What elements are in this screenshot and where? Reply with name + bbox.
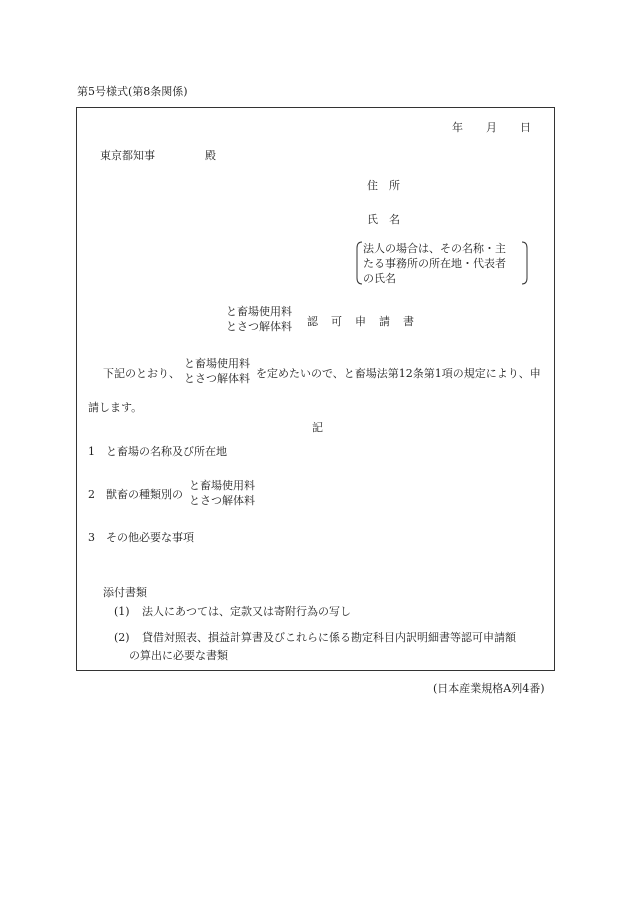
corporate-note <box>363 241 506 286</box>
addressee-name: 東京都知事 <box>100 149 155 162</box>
corporate-note-line: たる事務所の所在地・代表者 <box>363 257 506 270</box>
item-text: その他必要な事項 <box>106 531 194 544</box>
title-char: 可 <box>331 315 342 328</box>
item-number: 2 <box>88 488 95 501</box>
item-fee-line: とさつ解体料 <box>189 494 255 507</box>
body-fee-line: とさつ解体料 <box>184 372 250 385</box>
attachment-number: (2) <box>114 631 130 644</box>
item-text: 獣畜の種類別の <box>106 488 183 501</box>
title-fee-line: とさつ解体料 <box>226 320 292 333</box>
item-fee-line: と畜場使用料 <box>189 479 255 492</box>
attachment-number: (1) <box>114 605 130 618</box>
item-fee-lines <box>189 478 255 508</box>
corporate-note-line: の氏名 <box>363 272 396 285</box>
title-char: 認 <box>307 315 318 328</box>
attachment-text: 貸借対照表、損益計算書及びこれらに係る勘定科目内訳明細書等認可申請額 <box>142 631 516 644</box>
name-label: 氏 名 <box>367 213 400 226</box>
body-fee-lines <box>184 356 250 386</box>
form-frame <box>76 107 555 671</box>
item-number: 1 <box>88 445 95 458</box>
attachment-continuation: の算出に必要な書類 <box>129 649 228 662</box>
address-label: 住 所 <box>367 179 400 192</box>
footer-paper-size: (日本産業規格A列4番) <box>433 682 545 695</box>
date-day: 日 <box>520 121 531 134</box>
body-suffix: を定めたいので、と畜場法第12条第1項の規定により、申 <box>256 367 541 380</box>
date-month: 月 <box>486 121 497 134</box>
attachments-heading: 添付書類 <box>103 586 147 599</box>
body-prefix: 下記のとおり、 <box>103 367 180 380</box>
title-char: 請 <box>379 315 390 328</box>
title-fee-line: と畜場使用料 <box>226 305 292 318</box>
title-char: 書 <box>403 315 414 328</box>
body-continuation: 請します。 <box>88 401 143 414</box>
title-fee-lines <box>226 304 292 334</box>
item-number: 3 <box>88 531 95 544</box>
form-number: 第5号様式(第8条関係) <box>77 85 188 98</box>
ki-heading: 記 <box>312 421 323 434</box>
corporate-note-bracket <box>356 240 528 286</box>
addressee-honorific: 殿 <box>205 149 216 162</box>
attachment-text: 法人にあつては、定款又は寄附行為の写し <box>142 605 351 618</box>
body-fee-line: と畜場使用料 <box>184 357 250 370</box>
corporate-note-line: 法人の場合は、その名称・主 <box>363 242 506 255</box>
date-year: 年 <box>452 121 463 134</box>
item-text: と畜場の名称及び所在地 <box>106 445 227 458</box>
title-char: 申 <box>355 315 366 328</box>
